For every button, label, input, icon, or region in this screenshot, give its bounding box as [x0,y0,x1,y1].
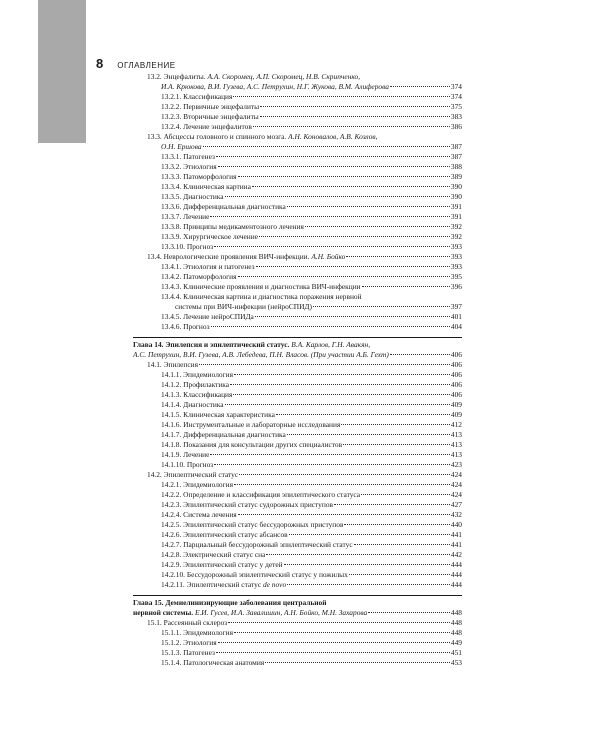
toc-entry [133,450,462,460]
page-ref: 393 [450,252,462,261]
page-ref: 406 [450,360,462,369]
toc-entry [133,242,462,252]
section-title: 15.1.1. Эпидемиология [161,628,234,637]
toc-entry-text [161,420,340,430]
page-ref: 424 [450,490,462,499]
toc-entry [133,648,462,658]
section-title: 15.1. Рассеянный склероз [147,618,228,627]
section-title: 13.2. Энцефалиты. [147,72,206,81]
page-ref: 409 [450,410,462,419]
section-title: 14.2.7. Парциальный бессудорожный эпилептический статус [161,540,353,549]
leader-dots [225,196,450,197]
page-ref: 432 [450,510,462,519]
toc-entry-text [161,440,342,450]
section-title: 13.2.1. Классификация [161,92,233,101]
toc-entry-text [161,520,343,530]
toc-entry [133,580,462,590]
section-title: 13.2.2. Первичные энцефалиты [161,102,260,111]
leader-dots [218,166,450,167]
page-ref: 413 [450,450,462,459]
toc-entry [133,272,462,282]
section-authors: В.А. Карлов, Г.Н. Авакян, [289,340,371,349]
leader-dots [230,384,450,385]
section-authors: А.Н. Бойко [309,252,346,261]
page-ref: 441 [450,530,462,539]
section-authors: Е.И. Гусев, И.А. Завалишин, А.Н. Бойко, М.Н. Захарова [193,608,368,617]
toc-entry [133,490,462,500]
toc-entry-text [161,262,255,272]
section-title: 13.4.3. Клинические проявления и диагностика ВИЧ-инфекции [161,282,361,291]
toc-entry [133,470,462,480]
toc-entry [133,510,462,520]
page-ref: 427 [450,500,462,509]
leader-dots [199,364,450,365]
leader-dots [218,642,450,643]
page-ref: 440 [450,520,462,529]
section-title: 13.3.3. Патоморфология [161,172,237,181]
leader-dots [368,612,450,613]
toc-entry [133,340,462,350]
toc-entry-text [161,312,254,322]
leader-dots [346,256,450,257]
section-title: 13.2.4. Лечение энцефалитов [161,122,252,131]
running-title: ОГЛАВЛЕНИЕ [117,61,176,70]
leader-dots [349,574,450,575]
section-title: 13.4.1. Этиология и патогенез [161,262,255,271]
toc-entry-text [161,510,237,520]
section-title: 13.3.8. Принципы медикаментозного лечения [161,222,304,231]
section-title: 14.2.11. Эпилептический статус [161,580,262,589]
leader-dots [203,146,450,147]
toc-entry-text [161,282,361,292]
toc-entry [133,410,462,420]
toc-entry-text [161,212,209,222]
page-ref: 386 [450,122,462,131]
section-authors: А.Н. Коновалов, А.В. Козлов, [286,132,378,141]
page-ref: 442 [450,550,462,559]
toc-entry-text [161,152,215,162]
toc-entry-text [161,430,286,440]
toc-entry [133,282,462,292]
toc-entry-text [133,608,367,618]
leader-dots [252,186,450,187]
page-ref: 390 [450,192,462,201]
toc-entry [133,152,462,162]
section-title: 14.1.5. Клиническая характеристика [161,410,275,419]
toc-entry [133,72,462,82]
section-title: 15.1.2. Этиология [161,638,217,647]
toc-entry [133,370,462,380]
section-title: 13.2.3. Вторичные энцефалиты [161,112,259,121]
toc-entry-text [161,142,202,152]
toc-entry [133,232,462,242]
leader-dots [211,326,450,327]
toc-entry-text [161,550,265,560]
page-ref: 413 [450,430,462,439]
toc-entry-text [161,638,217,648]
leader-dots [305,226,450,227]
toc-entry-text [161,648,215,658]
toc-entry-text [161,182,251,192]
leader-dots [234,374,450,375]
toc-entry-text [161,202,286,212]
toc-entry-text [161,460,213,470]
section-title: 15.1.3. Патогенез [161,648,215,657]
toc-entry-text [161,292,362,302]
leader-dots [287,206,450,207]
section-title: 13.3. Абсцессы головного и спинного мозга. [147,132,287,141]
toc-entry-text [161,530,288,540]
leader-dots [228,622,450,623]
leader-dots [260,106,450,107]
section-title: 14.1.6. Инструментальные и лабораторные исследования [161,420,341,429]
leader-dots [265,662,450,663]
toc-entry-text [161,500,333,510]
toc-entry-text [161,410,275,420]
toc-entry-text [161,370,233,380]
section-title: 13.3.9. Хирургическое лечение [161,232,259,241]
section-title: 14.1.4. Диагностика [161,400,224,409]
section-title: 14.2.9. Эпилептический статус у детей [161,560,283,569]
page-ref: 453 [450,658,462,667]
toc-entry-text [161,628,233,638]
section-title: 14.1.3. Классификация [161,390,233,399]
section-title: 14.1.1. Эпидемиология [161,370,234,379]
section-title: 14.2.1. Эпидемиология [161,480,234,489]
leader-dots [287,434,450,435]
toc-entry [133,360,462,370]
toc-entry-text [133,340,370,350]
section-title: 14.1.10. Прогноз [161,460,214,469]
toc-entry [133,500,462,510]
table-of-contents [133,72,462,668]
leader-dots [238,276,450,277]
page-ref: 391 [450,212,462,221]
leader-dots [214,464,450,465]
toc-entry [133,192,462,202]
page-ref: 388 [450,162,462,171]
toc-entry-text [161,658,264,668]
section-title: 14.1.9. Лечение [161,450,210,459]
leader-dots [289,534,450,535]
toc-entry-text [161,450,209,460]
toc-entry-text [161,400,224,410]
leader-dots [238,514,450,515]
page-ref: 375 [450,102,462,111]
chapter-title: Глава 14. Эпилепсия и эпилептический статус. [133,340,290,349]
toc-entry [133,430,462,440]
toc-entry [133,460,462,470]
page-ref: 393 [450,262,462,271]
page-ref: 449 [450,638,462,647]
toc-entry [133,480,462,490]
toc-entry-text [161,490,360,500]
toc-entry [133,560,462,570]
toc-entry [133,182,462,192]
leader-dots [266,554,450,555]
page-ref: 392 [450,232,462,241]
page-ref: 392 [450,222,462,231]
toc-entry-text [161,272,237,282]
page-ref: 374 [450,92,462,101]
toc-entry [133,202,462,212]
page-ref: 406 [450,350,462,359]
page-ref: 448 [450,628,462,637]
page-ref: 409 [450,400,462,409]
leader-dots [210,216,449,217]
toc-entry-text [147,470,238,480]
section-title: 13.3.7. Лечение [161,212,210,221]
toc-entry [133,322,462,332]
page-ref: 423 [450,460,462,469]
leader-dots [253,126,450,127]
toc-entry [133,638,462,648]
leader-dots [287,584,450,585]
section-authors: И.А. Крюкова, В.И. Гузева, А.С. Петрухин, Н.Г. Жукова, В.М. Алиферова [161,82,389,91]
section-title: 14.1.7. Дифференциальная диагностика [161,430,286,439]
section-title: 13.4. Неврологические проявления ВИЧ-инфекции. [147,252,310,261]
toc-entry-text [147,618,227,628]
toc-entry [133,380,462,390]
toc-entry [133,570,462,580]
toc-entry [133,82,462,92]
section-title: 14.1.8. Показания для консультации других специалистов [161,440,343,449]
toc-entry-text [161,102,259,112]
toc-entry-text [161,162,217,172]
section-title: 14.2. Эпилептический статус [147,470,239,479]
section-authors: А.А. Скоромец, А.П. Скоромец, Н.В. Скрипченко, [205,72,361,81]
toc-entry-text [161,82,389,92]
page-ref: 441 [450,540,462,549]
page-ref: 383 [450,112,462,121]
toc-entry [133,142,462,152]
leader-dots [233,96,450,97]
leader-dots [210,454,449,455]
leader-dots [313,306,450,307]
page-ref: 424 [450,480,462,489]
leader-dots [341,424,450,425]
toc-entry-text [161,380,229,390]
section-title: 13.3.5. Диагностика [161,192,224,201]
toc-entry-text [161,390,232,400]
leader-dots [214,246,450,247]
section-authors: de novo [261,580,287,589]
toc-entry [133,162,462,172]
section-title: 14.1.2. Профилактика [161,380,230,389]
leader-dots [361,494,450,495]
toc-entry-text [161,570,348,580]
section-authors: О.Н. Ершова [161,142,202,151]
chapter-title: Глава 15. Демиелинизирующие заболевания центральной [133,598,327,607]
toc-entry [133,520,462,530]
page-ref: 391 [450,202,462,211]
toc-entry-text [161,92,232,102]
leader-dots [225,404,450,405]
leader-dots [216,652,450,653]
section-title: 13.3.2. Этиология [161,162,217,171]
toc-entry-text [161,122,252,132]
toc-entry [133,540,462,550]
toc-entry-text [161,222,304,232]
toc-entry-text [161,192,224,202]
section-title: 14.2.10. Бессудорожный эпилептический статус у пожилых [161,570,348,579]
leader-dots [256,266,450,267]
leader-dots [239,474,450,475]
leader-dots [354,544,450,545]
page-ref: 406 [450,370,462,379]
leader-dots [260,116,450,117]
toc-entry [133,92,462,102]
toc-entry-text [147,252,345,262]
leader-dots [334,504,450,505]
section-title: 13.4.4. Клиническая картина и диагностика поражения нервной [161,292,362,301]
toc-entry [133,420,462,430]
section-title: 14.2.6. Эпилептический статус абсансов [161,530,288,539]
toc-entry [133,530,462,540]
section-title: 13.3.6. Дифференциальная диагностика [161,202,286,211]
leader-dots [234,484,450,485]
toc-entry [133,102,462,112]
leader-dots [390,354,450,355]
section-title: 13.3.10. Прогноз [161,242,214,251]
page-ref: 401 [450,312,462,321]
toc-entry-text [133,598,326,608]
toc-entry [133,212,462,222]
page-ref: 444 [450,570,462,579]
toc-entry [133,292,462,302]
toc-entry [133,400,462,410]
page-ref: 424 [450,470,462,479]
chapter-divider [133,337,462,338]
toc-entry-text [161,172,237,182]
leader-dots [344,524,449,525]
page-ref: 374 [450,82,462,91]
section-title: 13.4.2. Патоморфология [161,272,237,281]
leader-dots [284,564,450,565]
section-title: 14.2.8. Электрический статус сна [161,550,266,559]
toc-entry [133,252,462,262]
section-title: 13.4.6. Прогноз [161,322,210,331]
section-title: 14.2.2. Определение и классификация эпилептического статуса [161,490,361,499]
page-ref: 387 [450,142,462,151]
toc-entry-text [161,540,353,550]
toc-entry-text [161,242,213,252]
leader-dots [343,444,450,445]
section-title: 14.2.3. Эпилептический статус судорожных приступов [161,500,334,509]
toc-entry [133,598,462,608]
page-ref: 390 [450,182,462,191]
leader-dots [216,156,450,157]
toc-entry [133,440,462,450]
page-ref: 395 [450,272,462,281]
page-ref: 451 [450,648,462,657]
section-title: 14.1. Эпилепсия [147,360,198,369]
page-ref: 444 [450,580,462,589]
chapter-title: нервной системы. [133,608,194,617]
page-ref: 448 [450,618,462,627]
toc-entry-text [147,72,360,82]
toc-entry [133,262,462,272]
toc-entry [133,302,462,312]
section-title: системы при ВИЧ-инфекции (нейроСПИД) [175,302,312,311]
toc-entry-text [175,302,312,312]
section-title: 15.1.4. Патологическая анатомия [161,658,265,667]
toc-entry-text [161,560,283,570]
leader-dots [276,414,450,415]
page-header [96,56,176,72]
section-title: 14.2.5. Эпилептический статус бессудорожных приступов [161,520,344,529]
toc-entry [133,618,462,628]
section-title: 13.4.5. Лечение нейроСПИДа [161,312,254,321]
toc-entry [133,132,462,142]
toc-entry-text [161,112,259,122]
leader-dots [238,176,450,177]
page-ref: 396 [450,282,462,291]
page-ref: 406 [450,390,462,399]
toc-entry [133,122,462,132]
page-ref: 397 [450,302,462,311]
leader-dots [390,86,450,87]
gray-page-tab [38,0,86,143]
leader-dots [362,286,450,287]
page-ref: 444 [450,560,462,569]
toc-entry-text [161,580,286,590]
toc-entry-text [161,232,258,242]
leader-dots [233,394,450,395]
page-ref: 389 [450,172,462,181]
page-number: 8 [96,56,104,71]
page-ref: 413 [450,440,462,449]
page-ref: 448 [450,608,462,617]
section-authors: А.С. Петрухин, В.И. Гузева, А.В. Лебедева, П.Н. Власов. (При участии А.Б. Гехт) [133,350,389,359]
page-ref: 412 [450,420,462,429]
leader-dots [259,236,450,237]
page-ref: 393 [450,242,462,251]
toc-entry-text [147,132,377,142]
toc-entry-text [161,480,233,490]
section-title: 14.2.4. Система лечения [161,510,237,519]
page-ref: 406 [450,380,462,389]
toc-entry-text [161,322,210,332]
leader-dots [255,316,450,317]
section-title: 13.3.4. Клиническая картина [161,182,251,191]
chapter-divider [133,595,462,596]
toc-entry [133,312,462,322]
toc-entry [133,172,462,182]
toc-entry [133,350,462,360]
toc-entry [133,222,462,232]
toc-entry-text [133,350,389,360]
toc-entry [133,608,462,618]
toc-entry [133,628,462,638]
leader-dots [234,632,450,633]
toc-entry [133,658,462,668]
page-ref: 404 [450,322,462,331]
page-ref: 387 [450,152,462,161]
toc-entry [133,550,462,560]
section-title: 13.3.1. Патогенез [161,152,215,161]
toc-entry-text [147,360,198,370]
toc-entry [133,390,462,400]
toc-entry [133,112,462,122]
